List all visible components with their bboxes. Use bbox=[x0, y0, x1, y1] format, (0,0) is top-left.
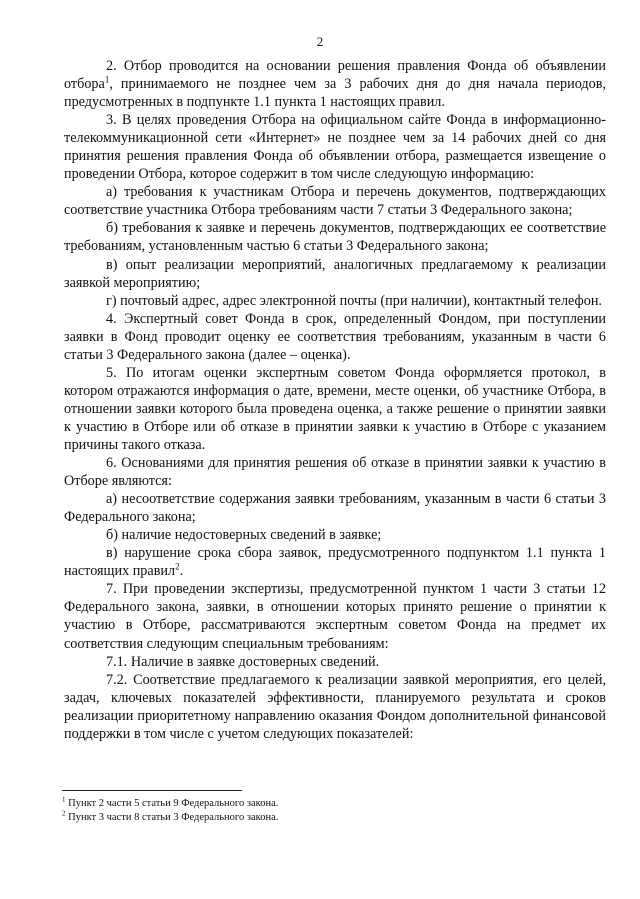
paragraph-6: 6. Основаниями для принятия решения об отказе в принятии заявки к участию в Отборе являются: bbox=[64, 455, 606, 490]
footnote-1: $^1$ Пункт 2 части 5 статьи 9 Федерального закона. bbox=[62, 795, 279, 809]
paragraph-7-2: 7.2. Соответствие предлагаемого к реализации заявкой мероприятия, его целей, задач, ключевых показателей эффективности, планируемого результата и сроков реализации приоритетному направлению оказания Фондом дополнительной финансовой поддержки в том числе с учетом следующих показателей: bbox=[64, 671, 606, 742]
paragraph-7-1: 7.1. Наличие в заявке достоверных сведений. bbox=[106, 653, 380, 670]
paragraph-3: 3. В целях проведения Отбора на официальном сайте Фонда в информационно-телекоммуникационной сети «Интернет» не позднее чем за 14 рабочих дней со дня принятия решения правления Фонда об объявлении отбора, размещается извещение о проведении Отбора, которое содержит в том числе следующую информацию: bbox=[64, 112, 606, 183]
paragraph-7: 7. При проведении экспертизы, предусмотренной пунктом 1 части 3 статьи 12 Федерального закона, заявки, в отношении которых принято решение о принятии к участию в Отборе, рассматриваются экспертным советом Фонда на предмет их соответствия следующим специальным требованиям: bbox=[64, 581, 606, 652]
list-item-6v: в) нарушение срока сбора заявок, предусмотренного подпунктом 1.1 пункта 1 настоящих правил$^2$. bbox=[64, 545, 606, 580]
list-item-6a: а) несоответствие содержания заявки требованиям, указанным в части 6 статьи 3 Федерального закона; bbox=[64, 491, 606, 526]
list-item-v: в) опыт реализации мероприятий, аналогичных предлагаемому к реализации заявкой мероприятию; bbox=[64, 256, 606, 291]
list-item-a: а) требования к участникам Отбора и перечень документов, подтверждающих соответствие участника Отбора требованиям части 7 статьи 3 Федерального закона; bbox=[64, 184, 606, 219]
list-item-g: г) почтовый адрес, адрес электронной почты (при наличии), контактный телефон. bbox=[106, 292, 602, 309]
footnote-ref-1: 1 bbox=[104, 74, 110, 85]
paragraph-5: 5. По итогам оценки экспертным советом Фонда оформляется протокол, в котором отражаются информация о дате, времени, месте оценки, об участнике Отбора, в отношении заявки которого была проведена оценка, а также решение о принятии заявки к участию в Отборе или об отказе в принятии заявки к участию в Отборе с указанием причины такого отказа. bbox=[64, 364, 606, 453]
footnote-separator bbox=[62, 790, 242, 791]
page-number: 2 bbox=[316, 34, 324, 49]
list-item-b: б) требования к заявке и перечень документов, подтверждающих ее соответствие требованиям, установленным частью 6 статьи 3 Федерального закона; bbox=[64, 220, 606, 255]
document-body bbox=[64, 57, 606, 743]
paragraph-2: 2. Отбор проводится на основании решения правления Фонда об объявлении отбора$^1$, принимаемого не позднее чем за 3 рабочих дня до дня начала периодов, предусмотренных в подпункте 1.1 пункта 1 настоящих правил. bbox=[64, 58, 606, 111]
paragraph-4: 4. Экспертный совет Фонда в срок, определенный Фондом, при поступлении заявки в Фонд проводит оценку ее соответствия требованиям, указанным в части 6 статьи 3 Федерального закона (далее – оценка). bbox=[64, 310, 606, 363]
footnote-2: $^2$ Пункт 3 части 8 статьи 3 Федерального закона. bbox=[62, 809, 279, 823]
list-item-6b: б) наличие недостоверных сведений в заявке; bbox=[106, 527, 382, 544]
footnote-ref-2: 2 bbox=[175, 561, 180, 572]
